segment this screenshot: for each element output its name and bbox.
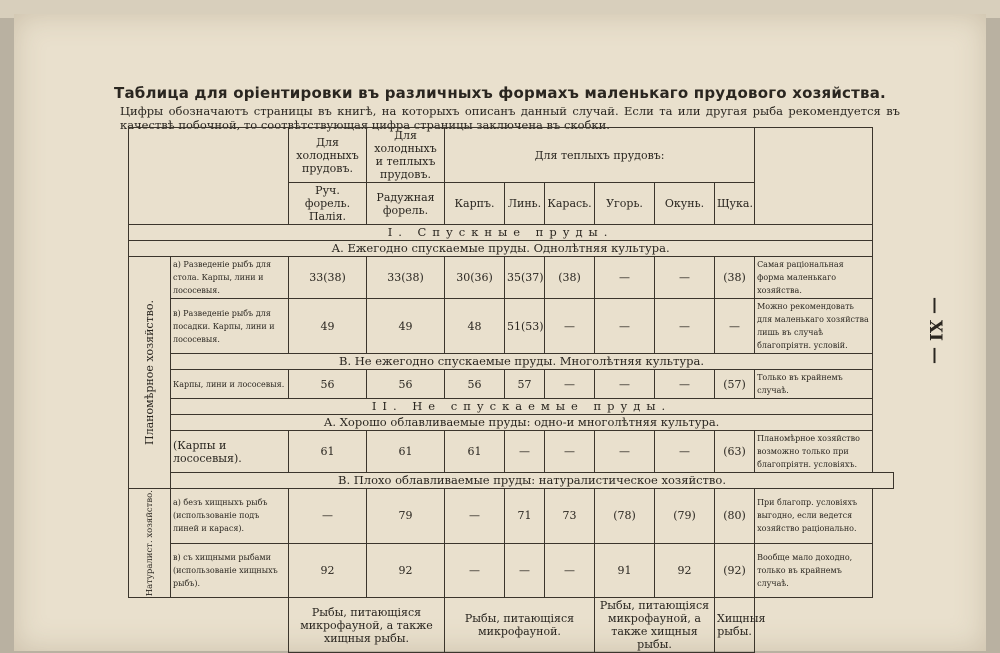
row-note: Самая раціональная форма маленькаго хозяйства. [755, 257, 873, 299]
orientation-table [128, 127, 894, 653]
row-note: При благопр. условіяхъ выгодно, если ведется хозяйство раціонально. [755, 489, 873, 544]
header-warm: Для теплыхъ прудовъ: [445, 128, 755, 183]
cell: 57 [505, 370, 545, 399]
section-2b: В. Плохо облавливаемые пруды: натуралистическое хозяйство. [171, 473, 894, 489]
cell: — [445, 489, 505, 544]
corner-cell [129, 128, 289, 225]
cell: 92 [655, 543, 715, 598]
cell: — [595, 257, 655, 299]
footer-spacer-right [755, 598, 873, 653]
table-row [129, 431, 894, 473]
cell: — [505, 543, 545, 598]
cell: — [595, 370, 655, 399]
group-planned-label: Планомѣрное хозяйство. [143, 300, 156, 445]
cell: 33(38) [367, 257, 445, 299]
section-1b: В. Не ежегодно спускаемые пруды. Многолѣтняя культура. [171, 354, 873, 370]
cell: (38) [715, 257, 755, 299]
cell: 49 [367, 299, 445, 354]
cell: — [595, 431, 655, 473]
cell: — [655, 370, 715, 399]
cell: — [545, 299, 595, 354]
row-note: Можно рекомендовать для маленькаго хозяйства лишь въ случаѣ благопріятн. условій. [755, 299, 873, 354]
cell: — [715, 299, 755, 354]
cell: 51(53) [505, 299, 545, 354]
footer-micro-predators: Рыбы, питающіяся микрофауной, а также хищныя рыбы. [595, 598, 715, 653]
table-row [129, 370, 894, 399]
row-note: Планомѣрное хозяйство возможно только при благопріятн. условіяхъ. [755, 431, 873, 473]
cell: (80) [715, 489, 755, 544]
row-label: Карпы, лини и лососевыя. [171, 370, 289, 399]
cell: — [545, 370, 595, 399]
cell: — [545, 543, 595, 598]
cell: — [655, 257, 715, 299]
header-cold-warm: Для холодныхъ и теплыхъ прудовъ. [367, 128, 445, 183]
cell: — [505, 431, 545, 473]
row-label: в) Разведеніе рыбъ для посадки. Карпы, лини и лососевыя. [171, 299, 289, 354]
header-notes [755, 128, 873, 225]
cell: 73 [545, 489, 595, 544]
footer-row [129, 598, 894, 653]
table-row [129, 257, 894, 299]
cell: 92 [367, 543, 445, 598]
group-natural [129, 489, 171, 598]
cell: — [445, 543, 505, 598]
cell: — [655, 299, 715, 354]
cell: 56 [445, 370, 505, 399]
cell: 61 [289, 431, 367, 473]
cell: (57) [715, 370, 755, 399]
cell: 79 [367, 489, 445, 544]
cell: 33(38) [289, 257, 367, 299]
group-natural-label: Натуралист. хозяйство. [144, 490, 155, 597]
section-2: II. Не спускаемые пруды. [171, 399, 873, 415]
footer-cold: Рыбы, питающіяся микрофауной, а также хищныя рыбы. [289, 598, 445, 653]
table-row [129, 299, 894, 354]
fish-trout-palia: Руч. форель. Палія. [289, 183, 367, 225]
cell: 48 [445, 299, 505, 354]
cell: 61 [367, 431, 445, 473]
row-note: Только въ крайнемъ случаѣ. [755, 370, 873, 399]
fish-rainbow-trout: Радужная форель. [367, 183, 445, 225]
section-1a: А. Ежегодно спускаемые пруды. Однолѣтняя культура. [129, 241, 873, 257]
cell: (38) [545, 257, 595, 299]
header-row-1 [129, 128, 894, 183]
row-label: а) безъ хищныхъ рыбъ (использованіе подъ линей и карася). [171, 489, 289, 544]
cell: 92 [289, 543, 367, 598]
cell: — [289, 489, 367, 544]
cell: — [595, 299, 655, 354]
cell: (79) [655, 489, 715, 544]
cell: 56 [289, 370, 367, 399]
table-row [129, 543, 894, 598]
page-number: — XI — [925, 296, 945, 364]
cell: 49 [289, 299, 367, 354]
page-title: Таблица для оріентировки въ различныхъ формахъ маленькаго прудового хозяйства. [114, 84, 886, 102]
row-label: в) съ хищными рыбами (использованіе хищныхъ рыбъ). [171, 543, 289, 598]
cell: 35(37) [505, 257, 545, 299]
section-2a: А. Хорошо облавливаемые пруды: одно-и многолѣтняя культура. [171, 415, 873, 431]
footer-predators: Хищныя рыбы. [715, 598, 755, 653]
footer-micro: Рыбы, питающіяся микрофауной. [445, 598, 595, 653]
cell: 61 [445, 431, 505, 473]
fish-crucian: Карась. [545, 183, 595, 225]
cell: 91 [595, 543, 655, 598]
row-label: (Карпы и лососевыя). [171, 431, 289, 473]
fish-carp: Карпъ. [445, 183, 505, 225]
cell: 30(36) [445, 257, 505, 299]
fish-eel: Угорь. [595, 183, 655, 225]
row-label: а) Разведеніе рыбъ для стола. Карпы, лини и лососевыя. [171, 257, 289, 299]
cell: (78) [595, 489, 655, 544]
fish-pike: Щука. [715, 183, 755, 225]
row-note: Вообще мало доходно, только въ крайнемъ случаѣ. [755, 543, 873, 598]
table-row [129, 489, 894, 544]
footer-spacer [129, 598, 289, 653]
fish-perch: Окунь. [655, 183, 715, 225]
cell: 71 [505, 489, 545, 544]
group-planned [129, 257, 171, 489]
page-subtitle: Цифры обозначаютъ страницы въ книгѣ, на которыхъ описанъ данный случай. Если та или другая рыба рекомендуется въ качествѣ побочной, то соотвѣтствующая цифра страницы заключена въ скобки. [120, 104, 900, 132]
cell: 56 [367, 370, 445, 399]
cell: (92) [715, 543, 755, 598]
cell: — [545, 431, 595, 473]
section-1: I. Спускные пруды. [129, 225, 873, 241]
fish-tench: Линь. [505, 183, 545, 225]
header-cold: Для холодныхъ прудовъ. [289, 128, 367, 183]
cell: (63) [715, 431, 755, 473]
cell: — [655, 431, 715, 473]
